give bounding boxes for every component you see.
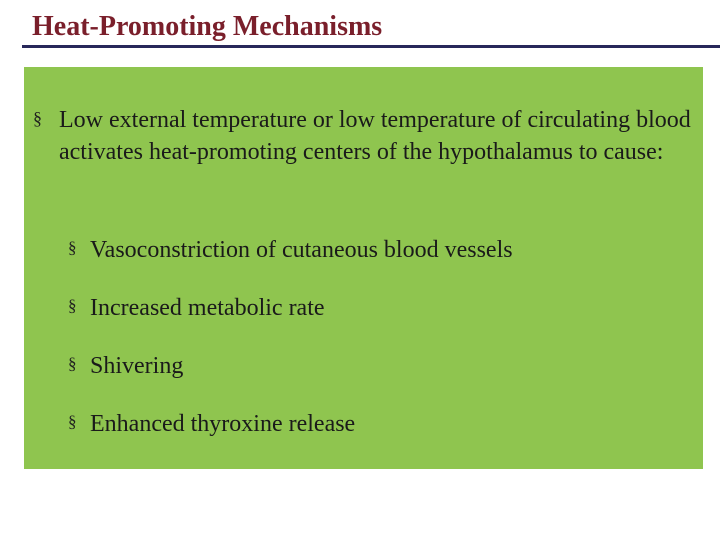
sub-bullet-item bbox=[68, 350, 688, 408]
section-sign-bullet-icon: § bbox=[68, 238, 77, 257]
sub-bullet-list bbox=[68, 234, 688, 466]
section-sign-bullet-icon: § bbox=[68, 296, 77, 315]
section-sign-bullet-icon: § bbox=[68, 412, 77, 431]
main-bullet bbox=[33, 104, 693, 168]
sub-bullet-text: Increased metabolic rate bbox=[90, 295, 325, 321]
section-sign-bullet-icon: § bbox=[33, 108, 42, 128]
sub-bullet-text: Shivering bbox=[90, 353, 184, 379]
sub-bullet-text: Enhanced thyroxine release bbox=[90, 411, 356, 437]
title-underline bbox=[22, 45, 720, 48]
sub-bullet-item bbox=[68, 408, 688, 466]
slide-title: Heat-Promoting Mechanisms bbox=[32, 11, 383, 42]
section-sign-bullet-icon: § bbox=[68, 354, 77, 373]
sub-bullet-item bbox=[68, 234, 688, 292]
sub-bullet-text: Vasoconstriction of cutaneous blood vessels bbox=[90, 237, 513, 263]
main-bullet-text: Low external temperature or low temperature of circulating blood activates heat-promoting centers of the hypothalamus to cause: bbox=[59, 107, 691, 165]
sub-bullet-item bbox=[68, 292, 688, 350]
